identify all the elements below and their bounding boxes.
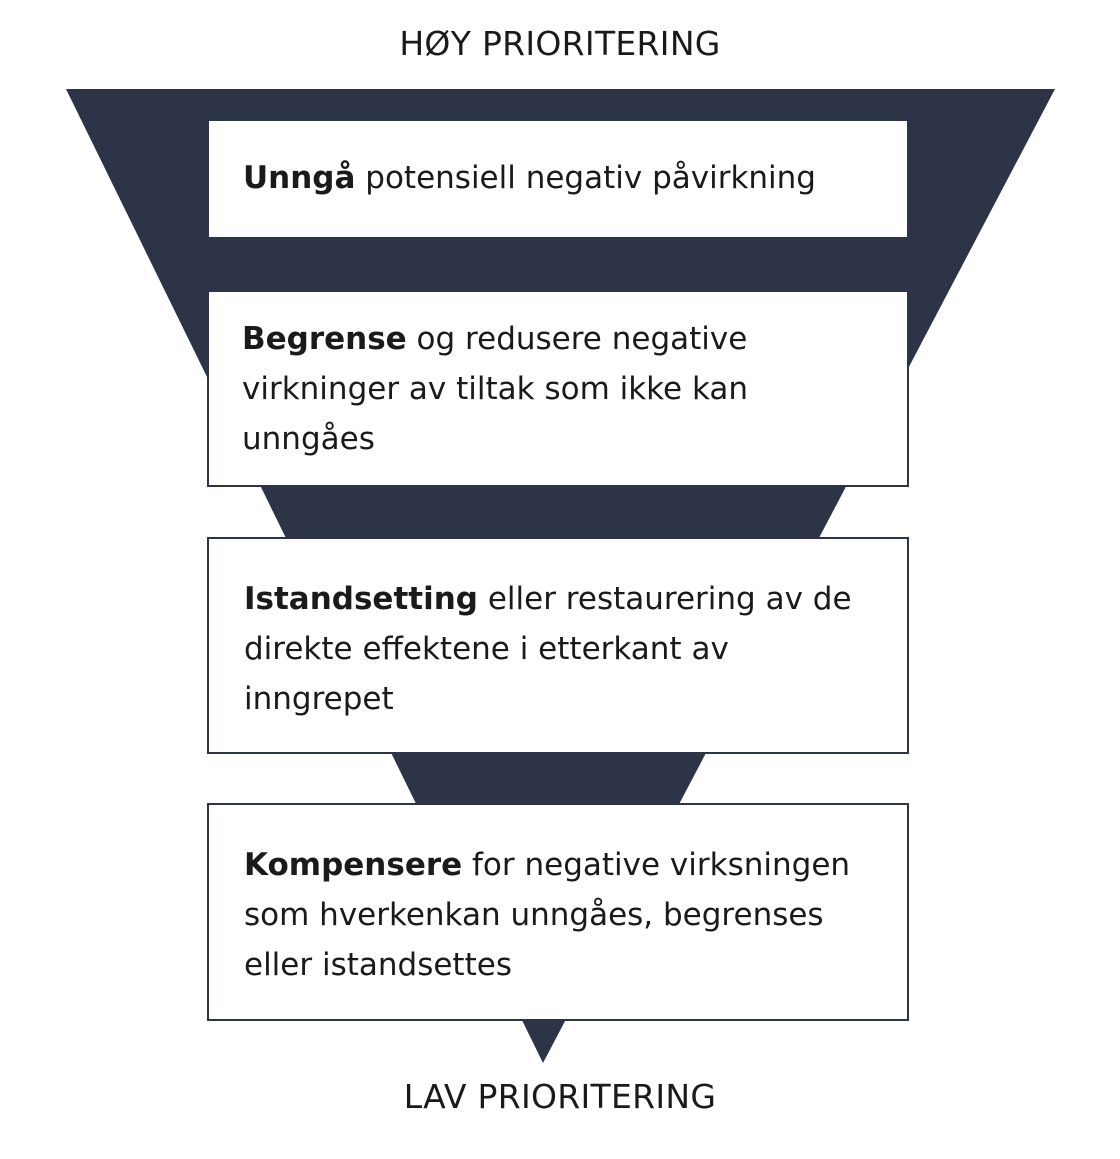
level-minimize-box: [207, 290, 909, 487]
level-compensate-box: [207, 803, 909, 1021]
level-minimize-keyword: Begrense: [242, 321, 407, 357]
high-priority-label: HØY PRIORITERING: [399, 24, 721, 63]
level-avoid-text: potensiell negativ påvirkning: [355, 160, 816, 196]
level-restore-keyword: Istandsetting: [244, 581, 478, 617]
low-priority-label: LAV PRIORITERING: [403, 1077, 717, 1116]
level-minimize-text: og redusere negative virkninger av tiltak som ikke kan unngåes: [242, 321, 749, 457]
level-compensate-text: for negative virksningen som hverkenkan unngåes, begrenses eller istandsettes: [244, 847, 851, 983]
level-restore-box: [207, 537, 909, 754]
level-avoid-box: [209, 121, 907, 237]
level-avoid-keyword: Unngå: [243, 160, 356, 196]
level-compensate-keyword: Kompensere: [244, 847, 463, 883]
level-restore-text: eller restaurering av de direkte effektene i etterkant av inngrepet: [244, 581, 852, 717]
